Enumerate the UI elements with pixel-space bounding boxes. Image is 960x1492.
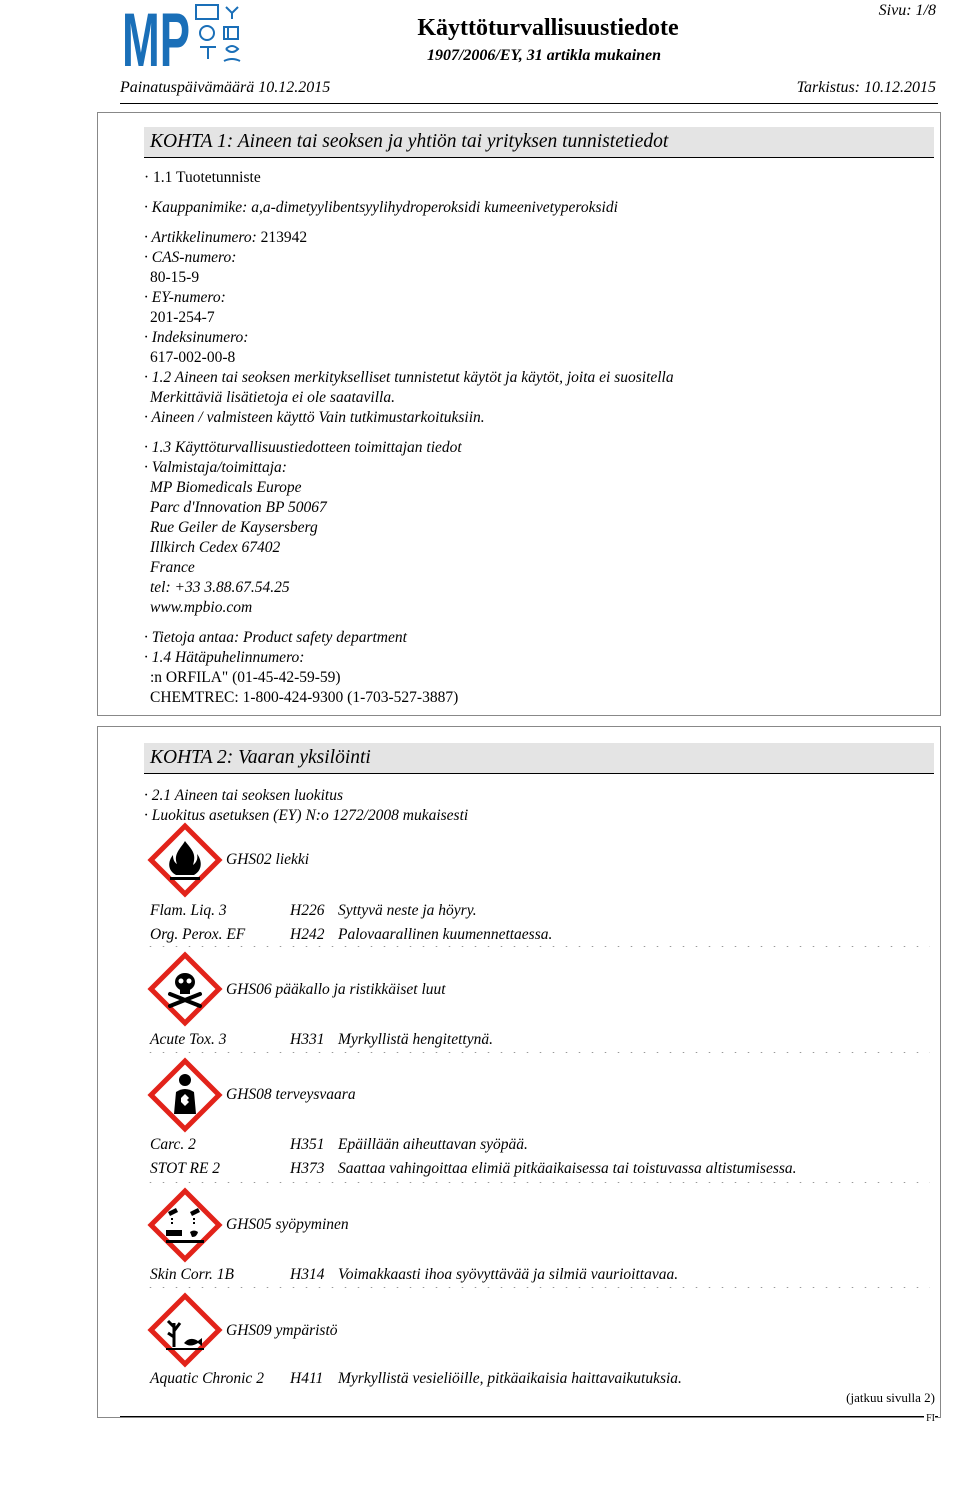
- language-code: FI: [926, 1413, 935, 1424]
- page-number: Sivu: 1/8: [878, 2, 936, 19]
- info-row: · Tietoja antaa: Product safety department: [144, 629, 407, 646]
- hazard-code: H331: [290, 1031, 325, 1048]
- supplier-label-row: · Valmistaja/toimittaja:: [144, 459, 287, 476]
- hazard-statement: Saattaa vahingoittaa elimiä pitkäaikaisessa tai toistuvassa altistumisessa.: [338, 1160, 797, 1177]
- hazard-class: STOT RE 2: [150, 1160, 221, 1177]
- pictogram-label: GHS08 terveysvaara: [226, 1086, 356, 1103]
- hazard-code: H351: [290, 1136, 325, 1153]
- print-date: Painatuspäivämäärä 10.12.2015: [120, 79, 331, 96]
- hazard-code: H373: [290, 1160, 325, 1177]
- trade-name-value: a,a-dimetyylibentsyylihydroperoksidi kumeenivetyperoksidi: [251, 199, 618, 216]
- relevant-uses-text: Merkittäviä lisätietoja ei ole saatavilla.: [150, 389, 395, 406]
- article-number-label: Artikkelinumero:: [151, 229, 257, 246]
- supplier-line: Rue Geiler de Kaysersberg: [150, 519, 318, 536]
- ec-number-value: 201-254-7: [150, 309, 215, 326]
- index-number-label: Indeksinumero:: [151, 329, 249, 346]
- supplier-line: MP Biomedicals Europe: [150, 479, 302, 496]
- article-number-value: 213942: [260, 229, 308, 246]
- index-number-value: 617-002-00-8: [150, 349, 236, 366]
- footer-divider: [120, 1416, 938, 1417]
- info-value: Product safety department: [243, 629, 407, 646]
- emergency-line: :n ORFILA" (01-45-42-59-59): [150, 669, 341, 686]
- hazard-code: H411: [290, 1370, 324, 1387]
- flame-icon: [148, 823, 222, 897]
- hazard-class: Org. Perox. EF: [150, 926, 246, 943]
- logo-mp-text: MP: [122, 0, 190, 83]
- cas-number-value: 80-15-9: [150, 269, 200, 286]
- continued-note: (jatkuu sivulla 2): [846, 1390, 935, 1405]
- supplier-line: tel: +33 3.88.67.54.25: [150, 579, 290, 596]
- subsection-1-1-title: 1.1 Tuotetunniste: [153, 169, 261, 186]
- section-2-rule: [144, 773, 934, 774]
- article-number-row: · Artikkelinumero: 213942: [144, 229, 308, 246]
- section-1-heading: KOHTA 1: Aineen tai seoksen ja yhtiön tai yrityksen tunnistetiedot: [144, 127, 934, 157]
- hazard-code: H242: [290, 926, 325, 943]
- environment-icon: [148, 1293, 222, 1367]
- pictogram-label: GHS09 ympäristö: [226, 1322, 338, 1339]
- trade-name-row: · Kauppanimike: a,a-dimetyylibentsyylihydroperoksidi kumeenivetyperoksidi: [144, 199, 618, 216]
- hazard-code: H226: [290, 902, 325, 919]
- info-label: Tietoja antaa:: [151, 629, 240, 646]
- hazard-statement: Voimakkaasti ihoa syövyttävää ja silmiä vaurioittavaa.: [338, 1266, 679, 1283]
- dotted-separator: [144, 1052, 930, 1053]
- hazard-statement: Myrkyllistä hengitettynä.: [338, 1031, 493, 1048]
- hazard-statement: Syttyvä neste ja höyry.: [338, 902, 477, 919]
- health-hazard-icon: [148, 1058, 222, 1132]
- cas-label-row: · CAS-numero:: [144, 249, 237, 266]
- emergency-line: CHEMTREC: 1-800-424-9300 (1-703-527-3887): [150, 689, 459, 706]
- hazard-statement: Myrkyllistä vesieliöille, pitkäaikaisia haittavaikutuksia.: [338, 1370, 682, 1387]
- hazard-class: Skin Corr. 1B: [150, 1266, 234, 1283]
- pictogram-label: GHS02 liekki: [226, 851, 310, 868]
- classification-label: Luokitus asetuksen (EY) N:o 1272/2008 mukaisesti: [151, 807, 469, 824]
- subsection-1-1: · 1.1 Tuotetunniste: [144, 169, 261, 186]
- hazard-class: Aquatic Chronic 2: [150, 1370, 264, 1387]
- supplier-website[interactable]: www.mpbio.com: [150, 599, 253, 616]
- dotted-separator: [144, 1182, 930, 1183]
- index-label-row: · Indeksinumero:: [144, 329, 249, 346]
- hazard-class: Acute Tox. 3: [150, 1031, 227, 1048]
- document-title: Käyttöturvallisuustiedote: [417, 15, 679, 41]
- hazard-statement: Epäillään aiheuttavan syöpää.: [338, 1136, 528, 1153]
- pictogram-label: GHS06 pääkallo ja ristikkäiset luut: [226, 981, 446, 998]
- ec-label-row: · EY-numero:: [144, 289, 226, 306]
- revision-date: Tarkistus: 10.12.2015: [796, 79, 936, 96]
- hazard-class: Carc. 2: [150, 1136, 196, 1153]
- supplier-line: France: [150, 559, 195, 576]
- trade-name-label: Kauppanimike:: [151, 199, 248, 216]
- supplier-line: Illkirch Cedex 67402: [150, 539, 281, 556]
- subsection-1-4: · 1.4 Hätäpuhelinnumero:: [144, 649, 305, 666]
- use-label: Aineen / valmisteen käyttö: [151, 409, 315, 426]
- skull-crossbones-icon: [148, 952, 222, 1026]
- hazard-code: H314: [290, 1266, 325, 1283]
- dotted-separator: [144, 1287, 930, 1288]
- subsection-1-2: · 1.2 Aineen tai seoksen merkitykselliset tunnistetut käytöt ja käytöt, joita ei suositella: [144, 369, 674, 386]
- section-2-heading: KOHTA 2: Vaaran yksilöinti: [144, 743, 934, 773]
- use-value: Vain tutkimustarkoituksiin.: [318, 409, 485, 426]
- subsection-1-4-title: 1.4 Hätäpuhelinnumero:: [151, 649, 305, 666]
- classification-row: · Luokitus asetuksen (EY) N:o 1272/2008 mukaisesti: [144, 807, 469, 824]
- subsection-1-3: · 1.3 Käyttöturvallisuustiedotteen toimittajan tiedot: [144, 439, 462, 456]
- subsection-2-1-title: 2.1 Aineen tai seoksen luokitus: [151, 787, 344, 804]
- supplier-line: Parc d'Innovation BP 50067: [150, 499, 327, 516]
- dotted-separator: [144, 946, 930, 947]
- logo-icons: [194, 3, 246, 78]
- company-logo: [122, 0, 192, 83]
- hazard-statement: Palovaarallinen kuumennettaessa.: [338, 926, 553, 943]
- ec-number-label: EY-numero:: [151, 289, 226, 306]
- subsection-1-2-title: 1.2 Aineen tai seoksen merkitykselliset tunnistetut käytöt ja käytöt, joita ei suositella: [151, 369, 674, 386]
- hazard-class: Flam. Liq. 3: [150, 902, 227, 919]
- header-divider: [120, 103, 938, 104]
- pictogram-label: GHS05 syöpyminen: [226, 1216, 349, 1233]
- corrosion-icon: [148, 1188, 222, 1262]
- supplier-label: Valmistaja/toimittaja:: [151, 459, 287, 476]
- section-1-rule: [144, 157, 934, 158]
- document-subtitle: 1907/2006/EY, 31 artikla mukainen: [426, 47, 662, 64]
- section-2-box: [97, 726, 941, 1418]
- subsection-2-1: · 2.1 Aineen tai seoksen luokitus: [144, 787, 344, 804]
- cas-number-label: CAS-numero:: [151, 249, 237, 266]
- subsection-1-3-title: 1.3 Käyttöturvallisuustiedotteen toimittajan tiedot: [151, 439, 462, 456]
- use-row: · Aineen / valmisteen käyttö Vain tutkimustarkoituksiin.: [144, 409, 485, 426]
